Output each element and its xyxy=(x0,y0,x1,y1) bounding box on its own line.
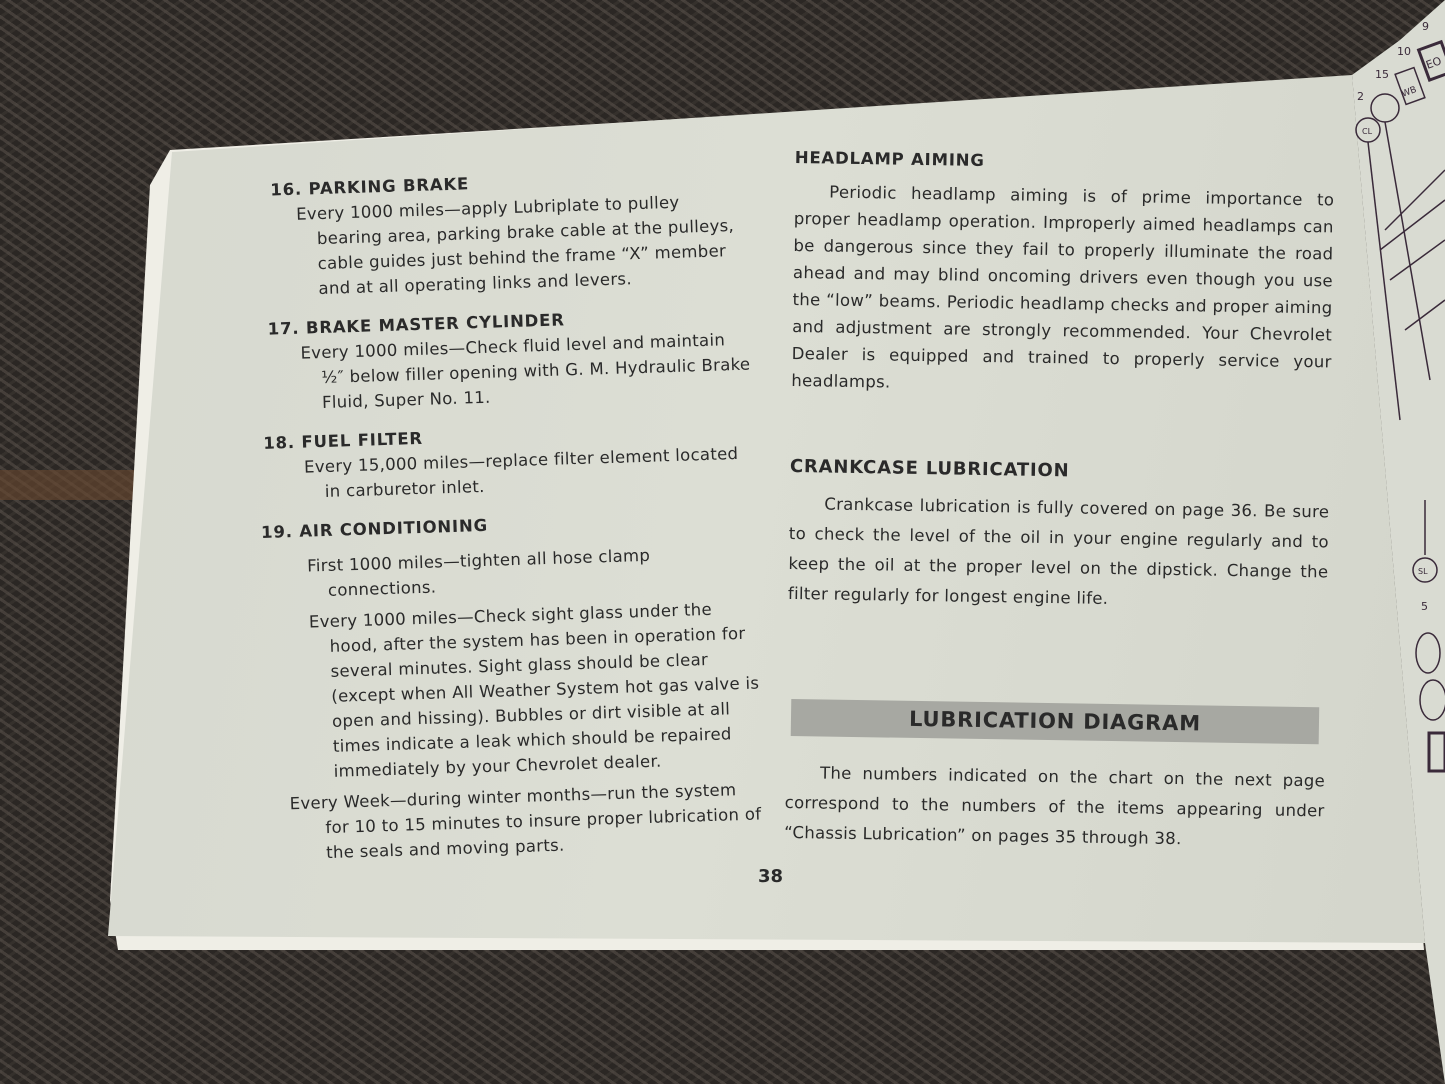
crankcase-text: Crankcase lubrication is fully covered on page 36. Be sure to check the level of the oil in your engine regularly and to keep the oil at the proper level on the dipstick. Change the filter regularly for longest engine life. xyxy=(787,494,1330,608)
section-heading: 19. AIR CONDITIONING xyxy=(260,515,489,542)
section-air-conditioning xyxy=(260,504,767,866)
lubrication-chart-fragment xyxy=(1345,0,1445,800)
section-text: Every 15,000 miles—replace filter element located in carburetor inlet. xyxy=(303,443,739,501)
headlamp-text: Periodic headlamp aiming is of prime importance to proper headlamp operation. Improperly aimed headlamps can be dangerous since they fail to properly illuminate the road ahead and may blind oncoming drivers even though you use the “low” beams. Periodic headlamp checks and proper aiming and adjustment are strongly recommended. Your Chevrolet Dealer is equipped and trained to properly service your headlamps. xyxy=(791,182,1335,392)
section-text: Every 1000 miles—Check sight glass under the hood, after the system has been in operation for several minutes. Sight glass should be clear (except when All Weather System hot gas valve is open and hissing). Bubbles or dirt visible at all times indicate a leak which should be repaired immediately by your Chevrolet dealer. xyxy=(308,599,760,781)
section-heading: 17. BRAKE MASTER CYLINDER xyxy=(267,310,565,339)
left-column xyxy=(255,163,767,881)
right-column xyxy=(784,145,1335,856)
fitting-circle xyxy=(1371,94,1399,122)
lubrication-diagram-text: The numbers indicated on the chart on the next page correspond to the numbers of the items appearing under “Chassis Lubrication” on pages 35 through 38. xyxy=(784,763,1326,849)
section-text: Every 1000 miles—apply Lubriplate to pulley bearing area, parking brake cable at the pulleys, cable guides just behind the frame “X” member and at all operating links and levers. xyxy=(295,192,735,299)
diagram-label: CL xyxy=(1362,127,1373,136)
section-fuel-filter xyxy=(263,415,755,505)
crankcase-heading: CRANKCASE LUBRICATION xyxy=(789,455,1070,482)
section-text: First 1000 miles—tighten all hose clamp connections. xyxy=(306,545,651,600)
table-shadow xyxy=(0,470,150,500)
page-number: 38 xyxy=(758,866,784,887)
section-text: Every 1000 miles—Check fluid level and maintain ½″ below filler opening with G. M. Hydraulic Brake Fluid, Super No. 11. xyxy=(300,330,751,412)
diagram-label: WB xyxy=(1400,85,1419,100)
section-brake-master-cylinder xyxy=(259,302,752,417)
fitting-circle xyxy=(1416,633,1440,673)
diagram-number: 10 xyxy=(1397,45,1411,58)
fitting-box xyxy=(1429,733,1445,771)
diagram-label: EO xyxy=(1424,54,1444,72)
section-heading: 16. PARKING BRAKE xyxy=(270,174,470,200)
diagram-number: 15 xyxy=(1375,68,1389,81)
fitting-circle xyxy=(1420,680,1445,720)
headlamp-heading: HEADLAMP AIMING xyxy=(794,147,985,170)
diagram-label: SL xyxy=(1418,567,1428,576)
diagram-number: 5 xyxy=(1421,600,1428,613)
diagram-number: 9 xyxy=(1422,20,1429,33)
section-heading: 18. FUEL FILTER xyxy=(263,428,424,453)
section-parking-brake xyxy=(255,163,749,303)
diagram-number: 2 xyxy=(1357,90,1364,103)
section-text: Every Week—during winter months—run the system for 10 to 15 minutes to insure proper lubrication of the seals and moving parts. xyxy=(289,780,762,863)
lubrication-diagram-banner: LUBRICATION DIAGRAM xyxy=(791,699,1320,744)
